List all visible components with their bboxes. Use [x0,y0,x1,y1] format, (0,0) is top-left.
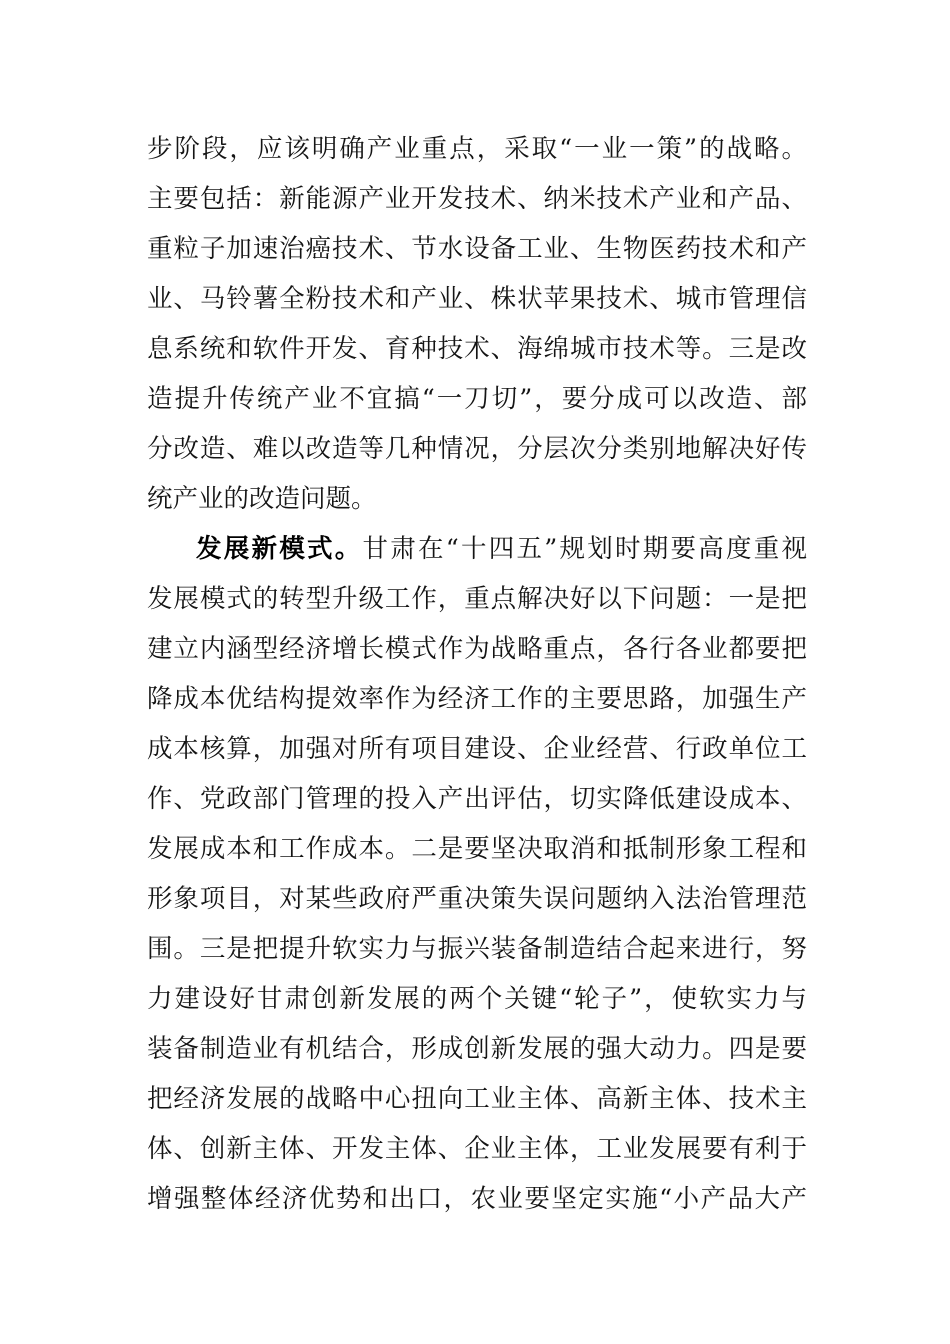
paragraph-2-line-6: 作、党政部门管理的投入产出评估，切实降低建设成本、 [147,784,807,814]
paragraph-1-line-2: 主要包括：新能源产业开发技术、纳米技术产业和产品、 [147,184,807,214]
paragraph-2-line-10: 力建设好甘肃创新发展的两个关键“轮子”，使软实力与 [147,984,807,1014]
paragraph-1-line-7: 分改造、难以改造等几种情况，分层次分类别地解决好传 [147,434,807,464]
paragraph-2-line-14: 增强整体经济优势和出口，农业要坚定实施“小产品大产 [147,1184,807,1214]
paragraph-2-line-12: 把经济发展的战略中心扭向工业主体、高新主体、技术主 [147,1084,807,1114]
paragraph-2-line-9: 围。三是把提升软实力与振兴装备制造结合起来进行，努 [147,934,807,964]
paragraph-2-line-5: 成本核算，加强对所有项目建设、企业经营、行政单位工 [147,734,807,764]
paragraph-2-line-1 [196,532,807,566]
paragraph-2-line-13: 体、创新主体、开发主体、企业主体，工业发展要有利于 [147,1134,807,1164]
paragraph-2-line-4: 降成本优结构提效率作为经济工作的主要思路，加强生产 [147,684,807,714]
paragraph-2-first-line-text: 甘肃在“十四五”规划时期要高度重视 [362,534,807,564]
paragraph-1-line-5: 息系统和软件开发、育种技术、海绵城市技术等。三是改 [147,334,807,364]
paragraph-2-line-11: 装备制造业有机结合，形成创新发展的强大动力。四是要 [147,1034,807,1064]
paragraph-2-line-8: 形象项目，对某些政府严重决策失误问题纳入法治管理范 [147,884,807,914]
paragraph-1-line-6: 造提升传统产业不宜搞“一刀切”，要分成可以改造、部 [147,384,807,414]
paragraph-1-line-1: 步阶段，应该明确产业重点，采取“一业一策”的战略。 [147,134,807,164]
paragraph-2-line-2: 发展模式的转型升级工作，重点解决好以下问题：一是把 [147,584,807,614]
paragraph-1-line-8: 统产业的改造问题。 [147,484,377,514]
paragraph-2-line-3: 建立内涵型经济增长模式作为战略重点，各行各业都要把 [147,634,807,664]
paragraph-1-line-4: 业、马铃薯全粉技术和产业、株状苹果技术、城市管理信 [147,284,807,314]
paragraph-2-line-7: 发展成本和工作成本。二是要坚决取消和抵制形象工程和 [147,834,807,864]
paragraph-1-line-3: 重粒子加速治癌技术、节水设备工业、生物医药技术和产 [147,234,807,264]
paragraph-2-heading: 发展新模式。 [196,534,363,564]
